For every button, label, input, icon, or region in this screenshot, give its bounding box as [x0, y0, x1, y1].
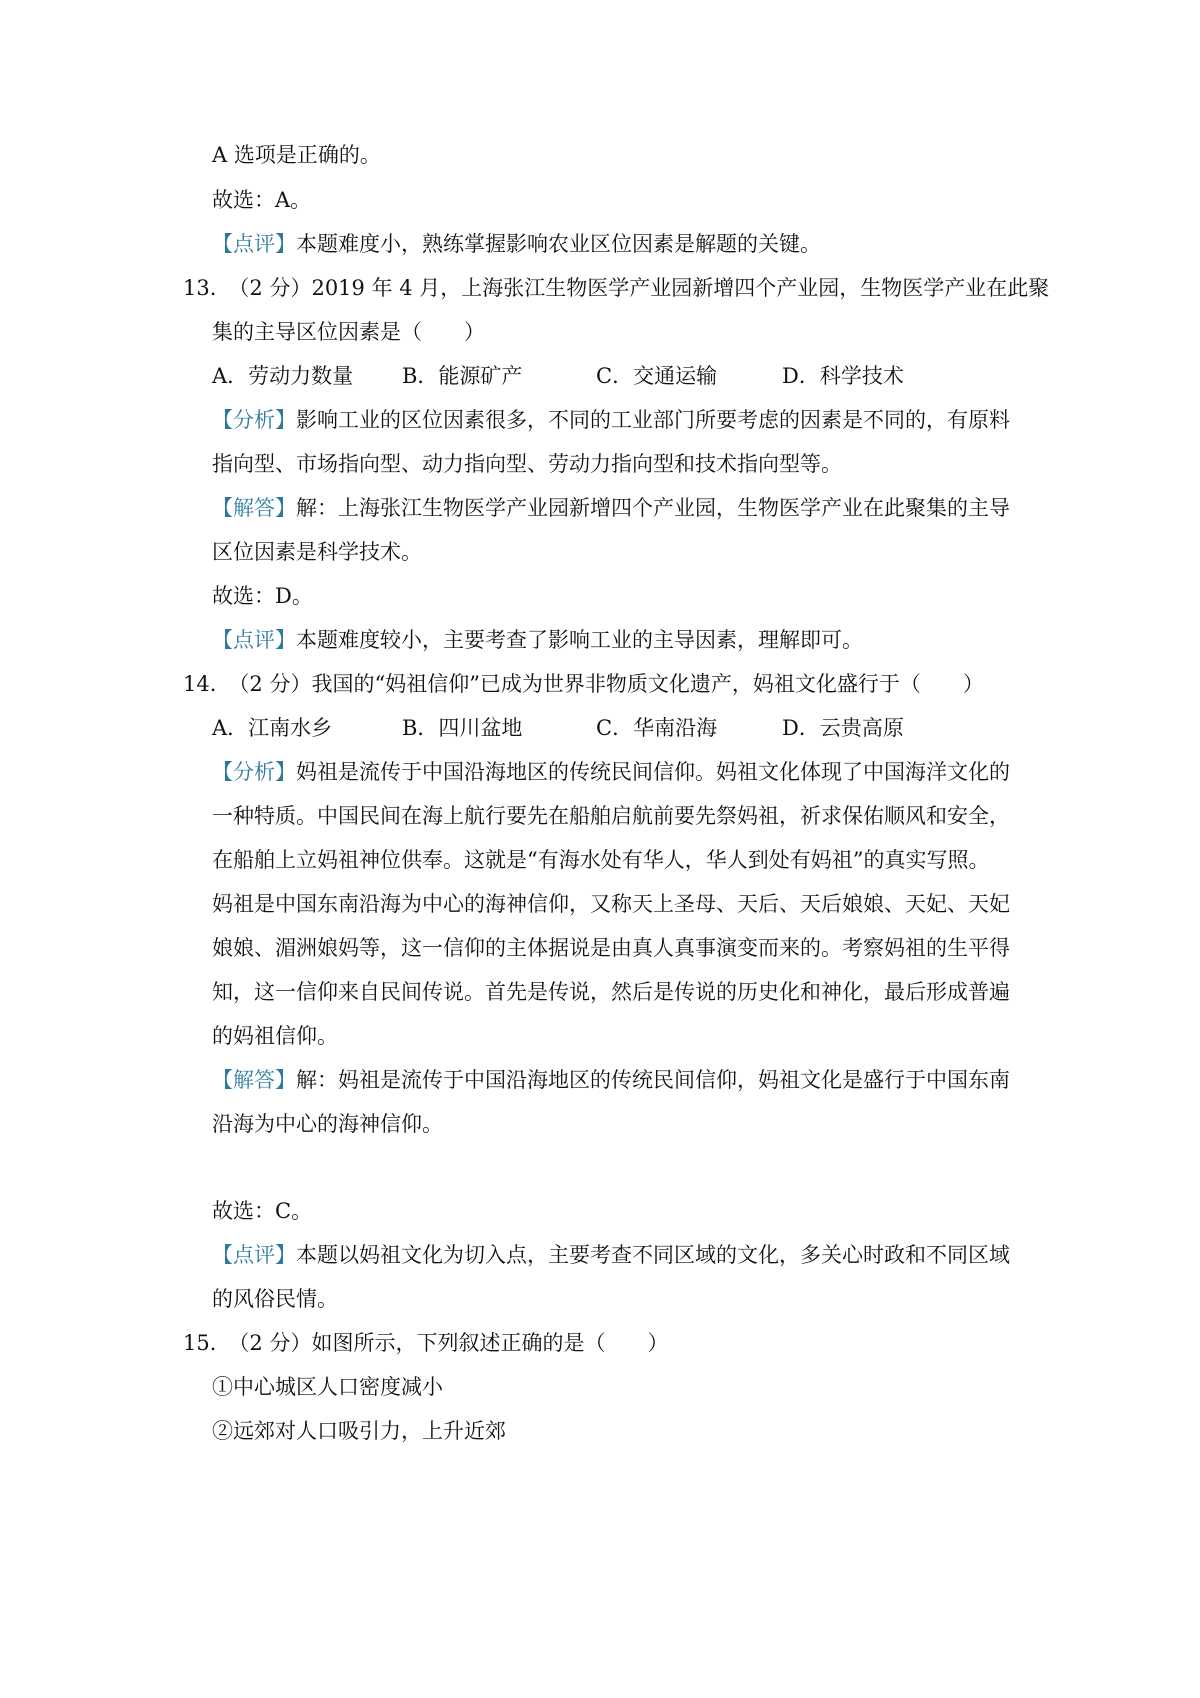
solution-line: 区位因素是科学技术。: [212, 540, 422, 564]
review-tag: 【点评】: [212, 1243, 296, 1267]
question-13-stem: [183, 274, 1049, 302]
question-number: 15.: [183, 1331, 217, 1355]
question-score: （2 分）: [228, 672, 312, 696]
option-d: D．云贵高原: [782, 716, 904, 740]
question-stem-text: 如图所示，下列叙述正确的是（ ）: [311, 1331, 669, 1355]
answer-line: 故选：A。: [212, 188, 312, 212]
statement-item: ②远郊对人口吸引力，上升近郊: [212, 1419, 506, 1443]
solution-line: [212, 1066, 1010, 1094]
analysis-line: [212, 758, 1010, 786]
review-line: [212, 1241, 1010, 1269]
analysis-line: 一种特质。中国民间在海上航行要先在船舶启航前要先祭妈祖，祈求保佑顺风和安全，: [212, 804, 1010, 828]
solution-line: 沿海为中心的海神信仰。: [212, 1112, 443, 1136]
review-line: [212, 230, 821, 258]
question-score: （2 分）: [228, 1331, 312, 1355]
review-line: 的风俗民情。: [212, 1287, 338, 1311]
question-14-stem: [183, 670, 984, 698]
review-text: 本题难度较小，主要考查了影响工业的主导因素，理解即可。: [296, 628, 863, 652]
option-c: C．交通运输: [596, 364, 718, 388]
solution-tag: 【解答】: [212, 1068, 296, 1092]
question-14-options: [212, 714, 904, 742]
solution-text: 解：妈祖是流传于中国沿海地区的传统民间信仰，妈祖文化是盛行于中国东南: [296, 1068, 1010, 1092]
option-a: A．劳动力数量: [212, 364, 354, 388]
answer-line: 故选：C。: [212, 1199, 313, 1223]
text-line: A 选项是正确的。: [212, 143, 381, 167]
review-tag: 【点评】: [212, 232, 296, 256]
analysis-line: 的妈祖信仰。: [212, 1024, 338, 1048]
option-d: D．科学技术: [782, 364, 904, 388]
review-tag: 【点评】: [212, 628, 296, 652]
analysis-tag: 【分析】: [212, 408, 296, 432]
analysis-line: 妈祖是中国东南沿海为中心的海神信仰，又称天上圣母、天后、天后娘娘、天妃、天妃: [212, 892, 1010, 916]
option-b: B．四川盆地: [402, 716, 523, 740]
analysis-text: 妈祖是流传于中国沿海地区的传统民间信仰。妈祖文化体现了中国海洋文化的: [296, 760, 1010, 784]
option-b: B．能源矿产: [402, 364, 523, 388]
option-c: C．华南沿海: [596, 716, 718, 740]
analysis-tag: 【分析】: [212, 760, 296, 784]
answer-line: 故选：D。: [212, 584, 313, 608]
analysis-line: 娘娘、湄洲娘妈等，这一信仰的主体据说是由真人真事演变而来的。考察妈祖的生平得: [212, 936, 1010, 960]
solution-text: 解：上海张江生物医学产业园新增四个产业园，生物医学产业在此聚集的主导: [296, 496, 1010, 520]
review-text: 本题以妈祖文化为切入点，主要考查不同区域的文化，多关心时政和不同区域: [296, 1243, 1010, 1267]
question-13-stem-cont: 集的主导区位因素是（ ）: [212, 320, 485, 344]
question-number: 14.: [183, 672, 217, 696]
question-score: （2 分）: [228, 276, 312, 300]
solution-tag: 【解答】: [212, 496, 296, 520]
statement-item: ①中心城区人口密度减小: [212, 1375, 443, 1399]
analysis-line: 指向型、市场指向型、动力指向型、劳动力指向型和技术指向型等。: [212, 452, 842, 476]
analysis-text: 影响工业的区位因素很多，不同的工业部门所要考虑的因素是不同的，有原料: [296, 408, 1010, 432]
analysis-line: [212, 406, 1010, 434]
review-text: 本题难度小，熟练掌握影响农业区位因素是解题的关键。: [296, 232, 821, 256]
question-13-options: [212, 362, 904, 390]
analysis-line: 知，这一信仰来自民间传说。首先是传说，然后是传说的历史化和神化，最后形成普遍: [212, 980, 1010, 1004]
question-stem-text: 2019 年 4 月，上海张江生物医学产业园新增四个产业园，生物医学产业在此聚: [311, 276, 1050, 300]
question-number: 13.: [183, 276, 217, 300]
review-line: [212, 626, 863, 654]
question-stem-text: 我国的“妈祖信仰”已成为世界非物质文化遗产，妈祖文化盛行于（ ）: [311, 672, 984, 696]
question-15-stem: [183, 1329, 668, 1357]
analysis-line: 在船舶上立妈祖神位供奉。这就是“有海水处有华人，华人到处有妈祖”的真实写照。: [212, 848, 990, 872]
option-a: A．江南水乡: [212, 716, 333, 740]
solution-line: [212, 494, 1010, 522]
